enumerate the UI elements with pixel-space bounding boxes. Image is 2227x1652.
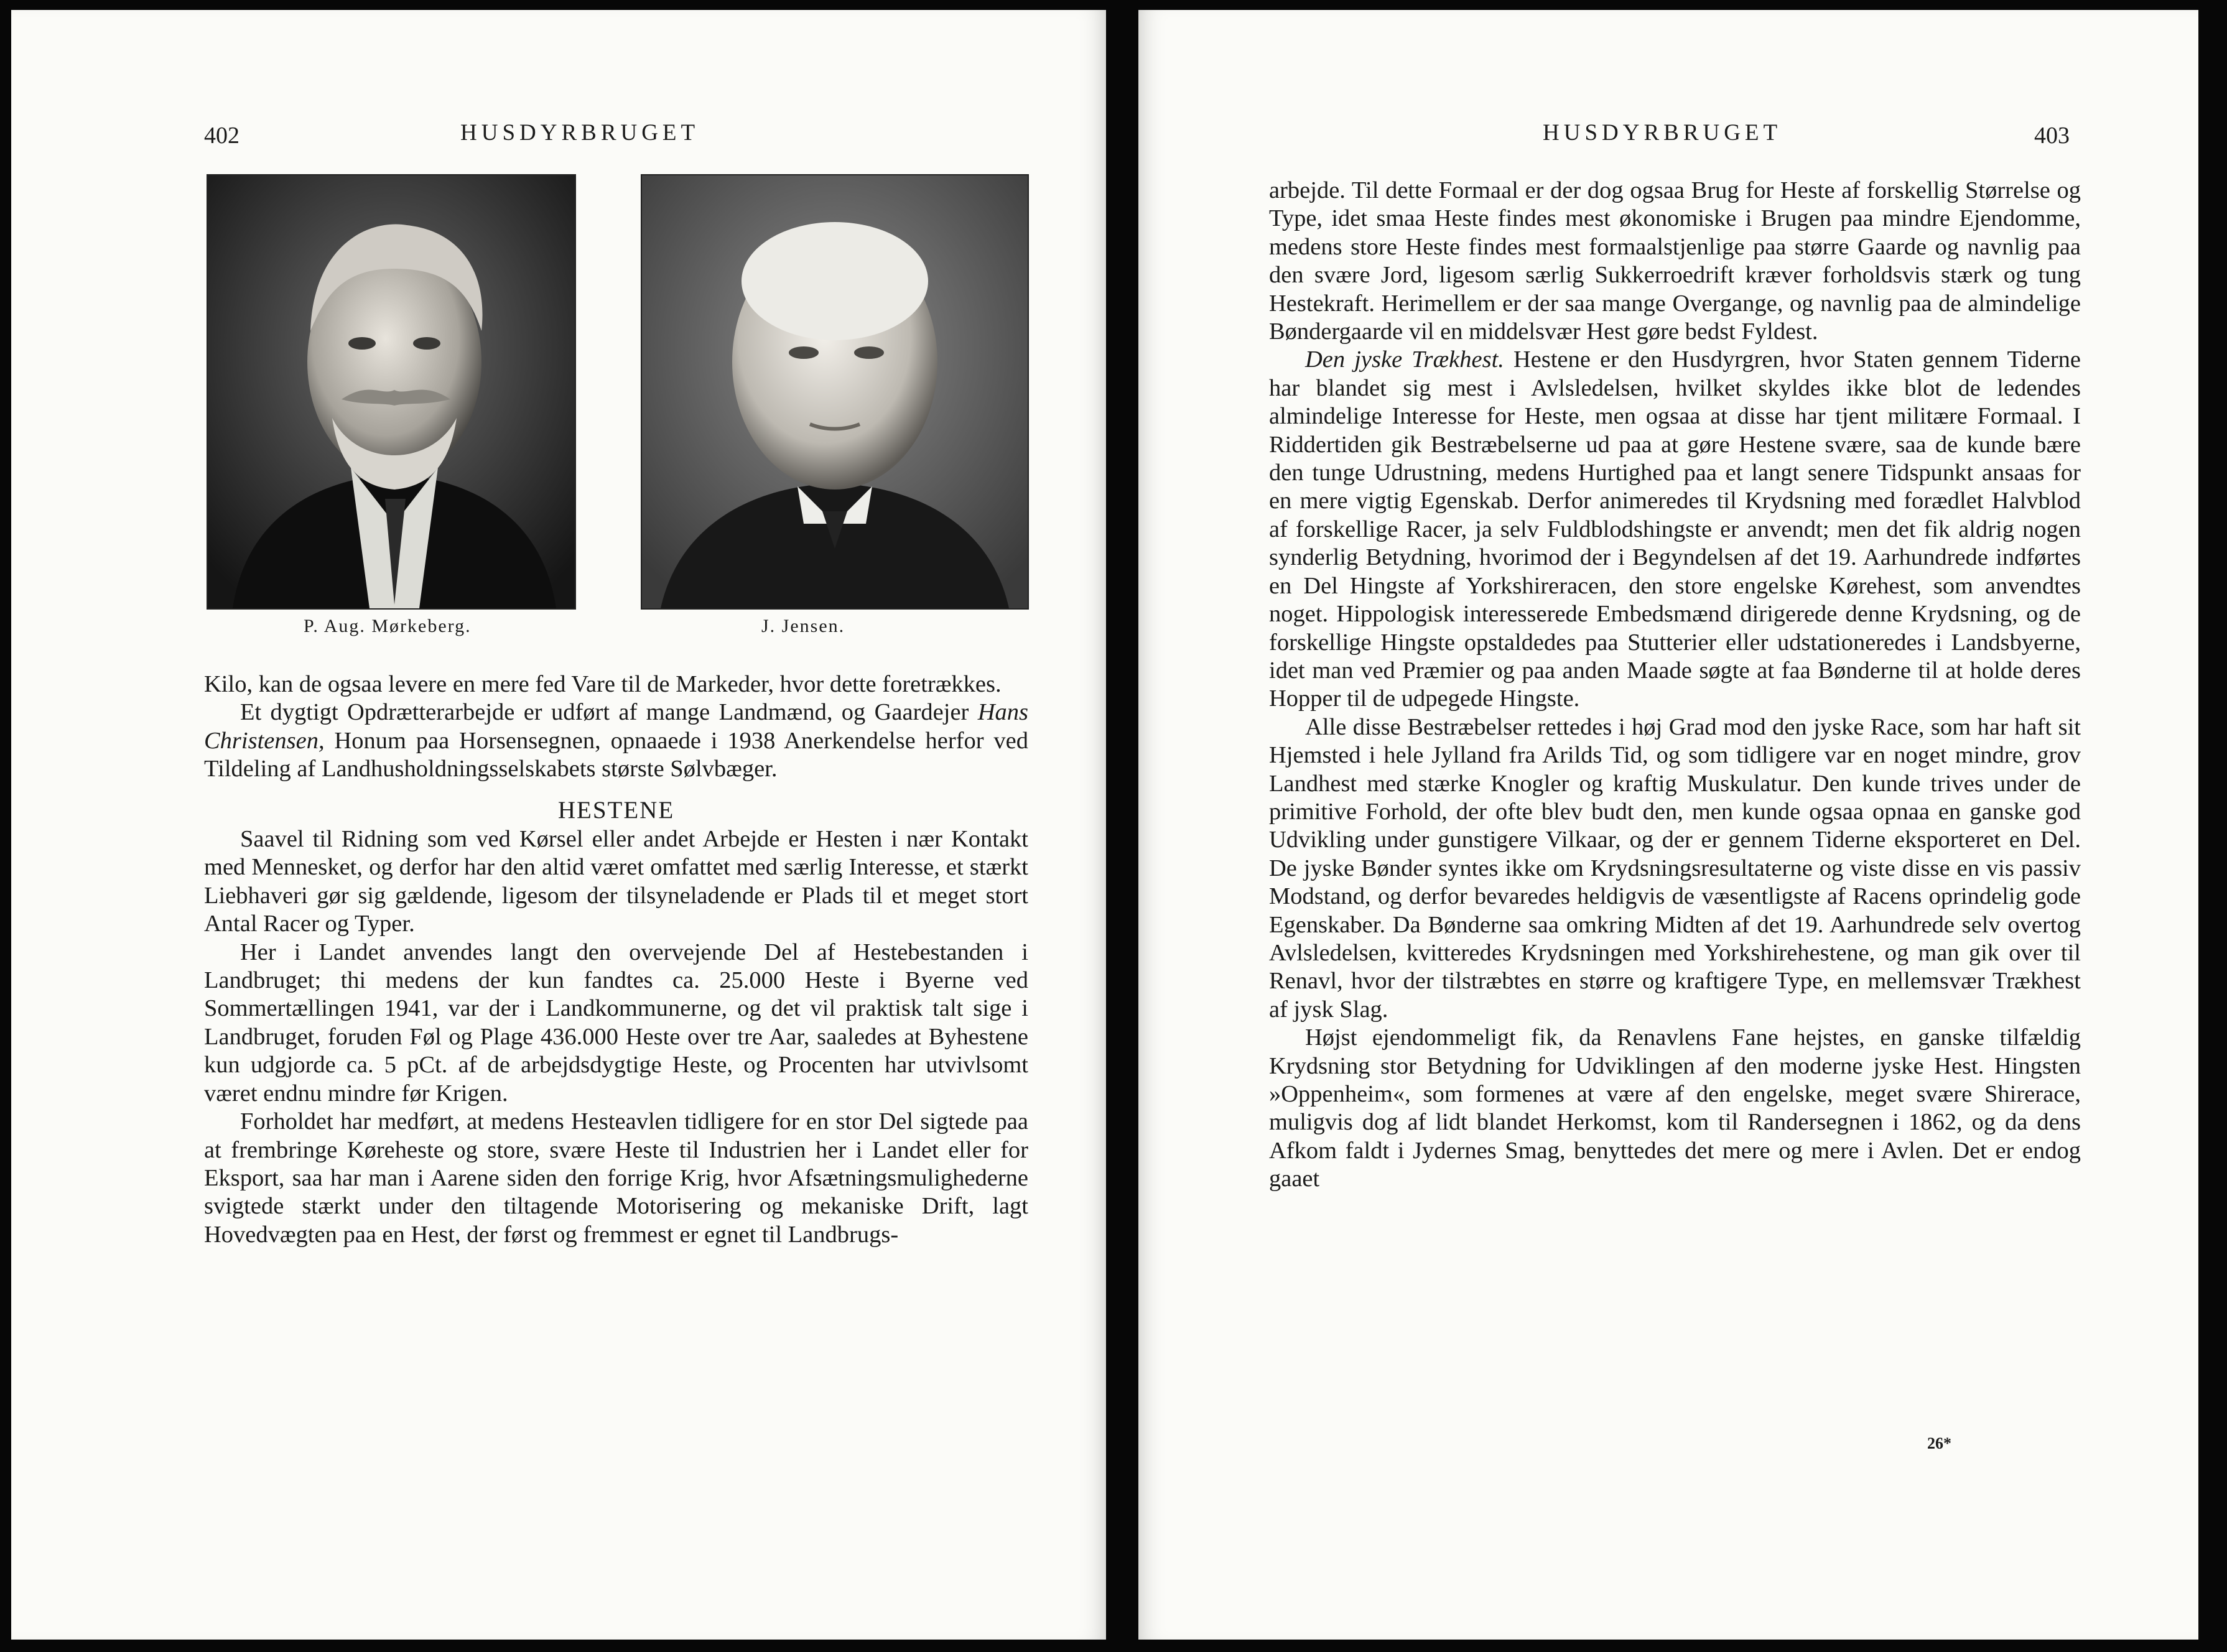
left-body-text: [204, 671, 1028, 1249]
paragraph: Højst ejendommeligt fik, da Renavlens Fane hejstes, en ganske tilfældig Krydsning stor Betydning for Udviklingen af den moderne jyske Hest. Hingsten »Oppenheim«, som formenes at være af den engelske, meget svære Shirerace, muligvis dog af lidt blandet Herkomst, kom til Randersegnen i 1862, og da dens Afkom faldt i Jydernes Smag, benyttedes det mere og mere i Avlen. Det er endog gaaet: [1269, 1024, 2081, 1192]
paragraph: Den jyske Trækhest. Hestene er den Husdyrgren, hvor Staten gennem Tiderne har blandet sig mest i Avlsledelsen, hvilket skyldes ikke blot de ledendes almindelige Interesse for Heste, men ogsaa at disse har tjent militære Formaal. I Riddertiden gik Bestræbelserne ud paa at gøre Hestene svære, saa de kunde bære den tunge Udrustning, medens Hurtighed paa et langt senere Tidspunkt ansaas for en mere vigtig Egenskab. Derfor animeredes til Krydsning med forædlet Halvblod af forskellige Racer, ja selv Fuldblodshingste er anvendt; men det fik aldrig nogen synderlig Betydning, hvorimod der i Begyndelsen af det 19. Aarhundrede indførtes en Del Hingste af Yorkshireracen, den store engelske Kørehest, som anvendtes noget. Hippologisk interesserede Embedsmænd dirigerede denne Krydsning, og de forskellige Hingste opstaldedes paa Stutterier eller udstationeredes i Landsbyerne, idet man ved Præmier og paa anden Maade søgte at faa Bønderne til at holde deres Hopper til de udpegede Hingste.: [1269, 346, 2081, 712]
right-page: [1138, 10, 2198, 1640]
caption-jensen: J. Jensen.: [761, 616, 845, 636]
paragraph: Et dygtigt Opdrætterarbejde er udført af mange Landmænd, og Gaardejer Hans Christensen, Honum paa Horsensegnen, opnaaede i 1938 Anerkendelse herfor ved Tildeling af Landhusholdningsselskabets største Sølvbæger.: [204, 699, 1028, 782]
portrait-morkeberg: [207, 174, 576, 610]
page-number: 402: [204, 123, 239, 149]
paragraph: Saavel til Ridning som ved Kørsel eller andet Arbejde er Hesten i nær Kontakt med Mennesket, og derfor har den altid været omfattet med særlig Interesse, et stærkt Liebhaveri gør sig gældende, ligesom der tilsyneladende er Plads til et meget stort Antal Racer og Typer.: [204, 826, 1028, 937]
portrait-photo-icon: [642, 175, 1028, 608]
running-head: HUSDYRBRUGET: [460, 120, 700, 146]
section-heading: HESTENE: [557, 796, 675, 824]
paragraph: Kilo, kan de ogsaa levere en mere fed Vare til de Markeder, hvor dette foretrækkes.: [204, 671, 1002, 697]
paragraph: Her i Landet anvendes langt den overvejende Del af Hestebestanden i Landbruget; thi medens der kun fandtes ca. 25.000 Heste i Byerne ved Sommertællingen 1941, var der i Landkommunerne, og det vil praktisk talt sige i Landbruget, foruden Føl og Plage 436.000 Heste over tre Aar, saaledes at Byhestene kun udgjorde ca. 5 pCt. af de arbejdsdygtige Heste, og Procenten har utvivlsomt været endnu mindre før Krigen.: [204, 939, 1028, 1107]
paragraph: Alle disse Bestræbelser rettedes i høj Grad mod den jyske Race, som har haft sit Hjemsted i hele Jylland fra Arilds Tid, og som tidligere var en noget mindre, grov Landhest med stærke Knogler og kraftig Muskulatur. Den kunde trives under de primitive Forhold, der ofte blev budt den, men kunde ogsaa opnaa en ganske god Udvikling under gunstigere Vilkaar, og der er gennem Tiderne eksporteret en Del. De jyske Bønder syntes ikke om Krydsningsresultaterne og viste disse en vis passiv Modstand, og derfor bevaredes heldigvis de væsentligste af Racens oprindelig gode Egenskaber. Da Bønderne saa omkring Midten af det 19. Aarhundrede selv overtog Avlsledelsen, kvitteredes Krydsningen med Yorkshirehestene, og man gik over til Renavl, hvor der tilstræbtes en større og kraftigere Type, en mellemsvær Trækhest af jysk Slag.: [1269, 713, 2081, 1023]
page-number: 403: [2034, 123, 2070, 149]
paragraph: Forholdet har medført, at medens Hesteavlen tidligere for en stor Del sigtede paa at frembringe Køreheste og store, svære Heste til Industrien her i Landet eller for Eksport, saa har man i Aarene siden den forrige Krig, hvor Afsætningsmulighederne svigtede stærkt under den tiltagende Motorisering og mekaniske Drift, lagt Hovedvægten paa en Hest, der først og fremmest er egnet til Landbrugs-: [204, 1108, 1028, 1248]
paragraph: arbejde. Til dette Formaal er der dog ogsaa Brug for Heste af forskellig Størrelse og Type, idet smaa Heste findes mest økonomiske i Brugen paa mindre Ejendomme, medens store Heste findes mest formaalstjenlige paa større Gaarde og navnlig paa den svære Jord, ligesom særlig Sukkerroedrift kræver forholdsvis stærk og tung Hestekraft. Herimellem er der saa mange Overgange, og navnlig paa de almindelige Bøndergaarde vil en middelsvær Hest gøre bedst Fyldest.: [1269, 177, 2081, 345]
right-body-text: [1269, 177, 2081, 1194]
running-head: HUSDYRBRUGET: [1543, 120, 1782, 146]
portrait-photo-icon: [208, 175, 575, 608]
portrait-jensen: [641, 174, 1029, 610]
signature-mark: 26*: [1927, 1434, 1951, 1452]
caption-morkeberg: P. Aug. Mørkeberg.: [304, 616, 472, 636]
left-page: [11, 10, 1106, 1640]
